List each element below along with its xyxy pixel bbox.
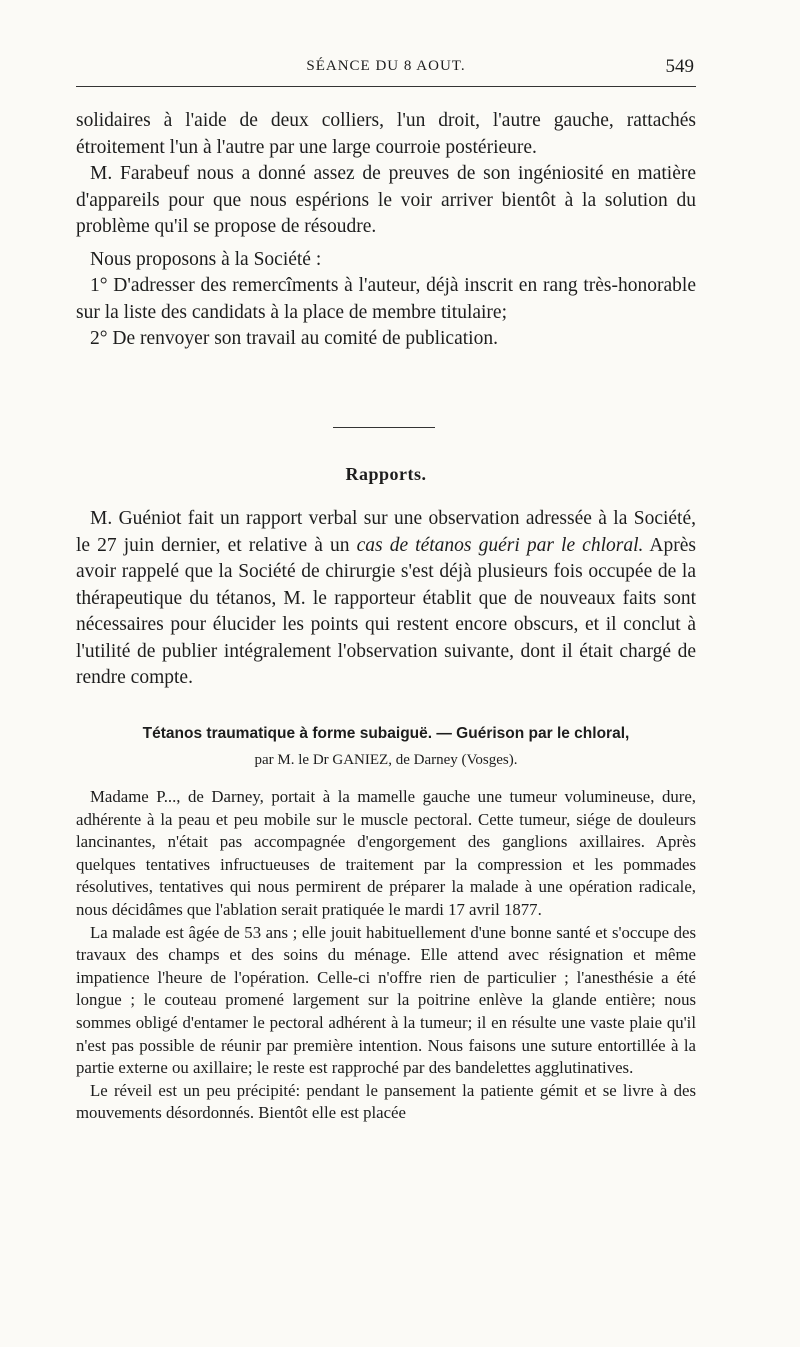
article-byline: par M. le Dr GANIEZ, de Darney (Vosges). — [254, 752, 518, 768]
section-divider — [333, 427, 435, 428]
article-text — [76, 786, 696, 1125]
section-heading: Rapports. — [345, 464, 427, 484]
paragraph: La malade est âgée de 53 ans ; elle jouit habituellement d'une bonne santé et s'occupe des travaux des champs et des soins du ménage. Elle attend avec résignation et même impatience l'heure de l'opération. Celle-ci n'offre rien de particulier ; l'anesthésie a été longue ; le couteau promené largement sur la poitrine enlève la glande entière; nous sommes obligé d'entamer le pectoral adhérent à la tumeur; il en résulte une vaste plaie qu'il n'est pas possible de réunir par première intention. Nous faisons une suture entortillée à la partie externe ou axillaire; le reste est rapproché par des bandelettes agglutinatives. — [76, 922, 696, 1078]
paragraph: Nous proposons à la Société : — [90, 248, 322, 270]
paragraph: 1° D'adresser des remercîments à l'auteur, déjà inscrit en rang très-honorable sur la liste des candidats à la place de membre titulaire; — [76, 275, 696, 323]
paragraph: 2° De renvoyer son travail au comité de publication. — [90, 328, 498, 349]
page-number: 549 — [665, 56, 694, 77]
paragraph: solidaires à l'aide de deux colliers, l'un droit, l'autre gauche, rattachés étroitement l'un à l'autre par une large courroie postérieure. — [76, 110, 696, 158]
running-header — [76, 56, 696, 87]
report-text-start: M. Guéniot fait un rapport verbal sur une observation adressée à la Société, le 27 juin dernier, et relative à un — [76, 508, 696, 556]
article-title: Tétanos traumatique à forme subaiguë. — Guérison par le chloral, — [142, 725, 630, 742]
paragraph: M. Farabeuf nous a donné assez de preuves de son ingéniosité en matière d'appareils pour que nous espérions le voir arriver bientôt à la solution du problème qu'il se propose de résoudre. — [76, 163, 696, 237]
paragraph: Madame P..., de Darney, portait à la mamelle gauche une tumeur volumineuse, dure, adhérente à la peau et peu mobile sur le muscle pectoral. Cette tumeur, siége de douleurs lancinantes, n'était pas accompagnée d'engorgement des ganglions axillaires. Après quelques tentatives infructueuses de traitement par la compression et les pommades résolutives, tentatives qui nous permirent de préparer la malade à une opération radicale, nous décidâmes que l'ablation serait pratiquée le mardi 17 avril 1877. — [76, 787, 696, 919]
report-case-title: cas de tétanos guéri par le chloral. — [356, 534, 644, 556]
header-title: SÉANCE DU 8 AOUT. — [306, 58, 466, 74]
intro-text — [76, 108, 696, 353]
paragraph: Le réveil est un peu précipité: pendant le pansement la patiente gémit et se livre à des mouvements désordonnés. Bientôt elle est placée — [76, 1080, 696, 1123]
paragraph — [76, 506, 696, 692]
report-text — [76, 506, 696, 692]
report-text-end: Après avoir rappelé que la Société de chirurgie s'est déjà plusieurs fois occupée de la thérapeutique du tétanos, M. le rapporteur établit que de nouveaux faits sont nécessaires pour élucider les points qui restent encore obscurs, et il conclut à l'utilité de publier intégralement l'observation suivante, dont il était chargé de rendre compte. — [76, 534, 696, 688]
